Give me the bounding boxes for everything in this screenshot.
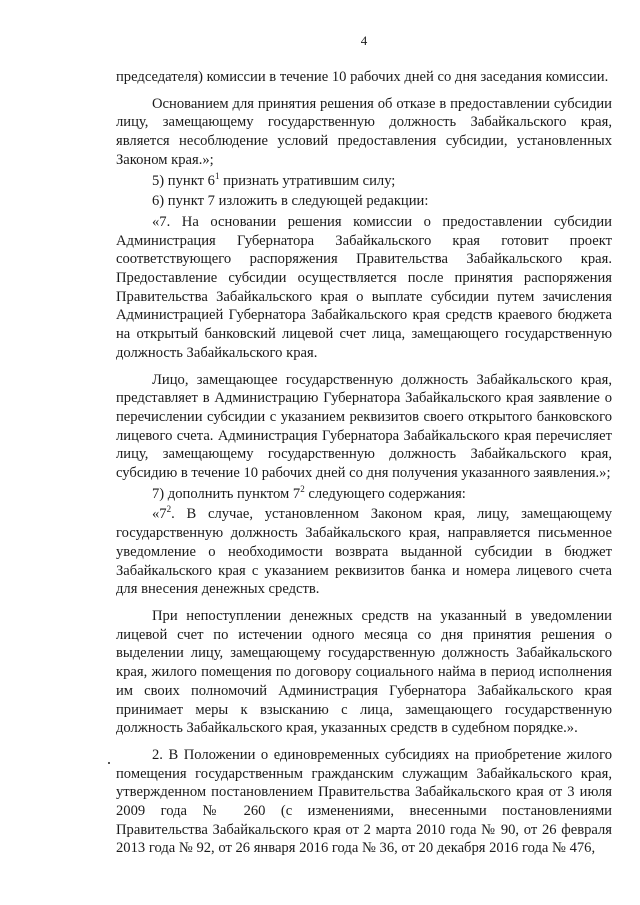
point-7-2-pre: «7 <box>152 506 167 523</box>
item-5-pre: 5) пункт 6 <box>152 172 215 189</box>
point-7-2-sup: 2 <box>166 504 172 515</box>
item-7-pre: 7) дополнить пунктом 7 <box>152 485 301 502</box>
paragraph-applicant: Лицо, замещающее государственную должность Забайкальского края, представляет в Администрацию Губернатора Забайкальского края заявление о перечислении субсидии с указанием реквизитов своего открытого банковского лицевого счета. Администрация Губернатора Забайкальского края перечисляет лицу, замещающему государственную должность Забайкальского края, субсидию в течение 10 рабочих дней со дня получения указанного заявления.»; <box>116 371 612 482</box>
document-page <box>116 30 612 858</box>
item-5-sup: 1 <box>214 170 220 181</box>
paragraph-item-5 <box>116 172 612 191</box>
paragraph-item-7 <box>116 485 612 504</box>
paragraph-non-receipt: При непоступлении денежных средств на указанный в уведомлении лицевой счет по истечении одного месяца со дня принятия решения о выделении лицу, замещающему государственную должность Забайкальского края, жилого помещения по договору социального найма в период исполнения им своих полномочий Администрация Губернатора Забайкальского края принимает меры к взысканию с лица, замещающего государственную должность Забайкальского края, указанных средств в судебном порядке.». <box>116 607 612 737</box>
paragraph-point-7: «7. На основании решения комиссии о предоставлении субсидии Администрация Губернатора Забайкальского края готовит проект соответствующего распоряжения Правительства Забайкальского края. Предоставление субсидии осуществляется после принятия распоряжения Правительства Забайкальского края о выплате субсидии путем зачисления Администрацией Губернатора Забайкальского края средств краевого бюджета на открытый банковский лицевой счет лица, замещающего государственную должность Забайкальского края. <box>116 213 612 361</box>
item-5-post: признать утратившим силу; <box>219 172 396 189</box>
paragraph-refusal-grounds: Основанием для принятия решения об отказе в предоставлении субсидии лицу, замещающему государственную должность Забайкальского края, является несоблюдение условий предоставления субсидии, установленных Законом края.»; <box>116 95 612 168</box>
page-number: 4 <box>360 33 368 48</box>
point-7-2-post: . В случае, установленном Законом края, лицу, замещающему государственную должность Забайкальского края, направляется письменное уведомление о необходимости возврата выданной субсидии в бюджет Забайкальского края с указанием реквизитов банка и номера лицевого счета для внесения денежных средств. <box>116 506 612 598</box>
scan-speck <box>108 762 110 764</box>
paragraph-point-7-2 <box>116 505 612 599</box>
paragraph-regulation-2: 2. В Положении о единовременных субсидиях на приобретение жилого помещения государственным гражданским служащим Забайкальского края, утвержденном постановлением Правительства Забайкальского края от 3 июля 2009 года № 260 (с изменениями, внесенными постановлениями Правительства Забайкальского края от 2 марта 2010 года № 90, от 26 февраля 2013 года № 92, от 26 января 2016 года № 36, от 20 декабря 2016 года № 476, <box>116 746 612 857</box>
paragraph-item-6: 6) пункт 7 изложить в следующей редакции: <box>152 193 429 210</box>
paragraph-continuation: председателя) комиссии в течение 10 рабочих дней со дня заседания комиссии. <box>116 69 609 85</box>
item-7-sup: 2 <box>300 483 305 494</box>
item-7-post: следующего содержания: <box>304 485 466 502</box>
